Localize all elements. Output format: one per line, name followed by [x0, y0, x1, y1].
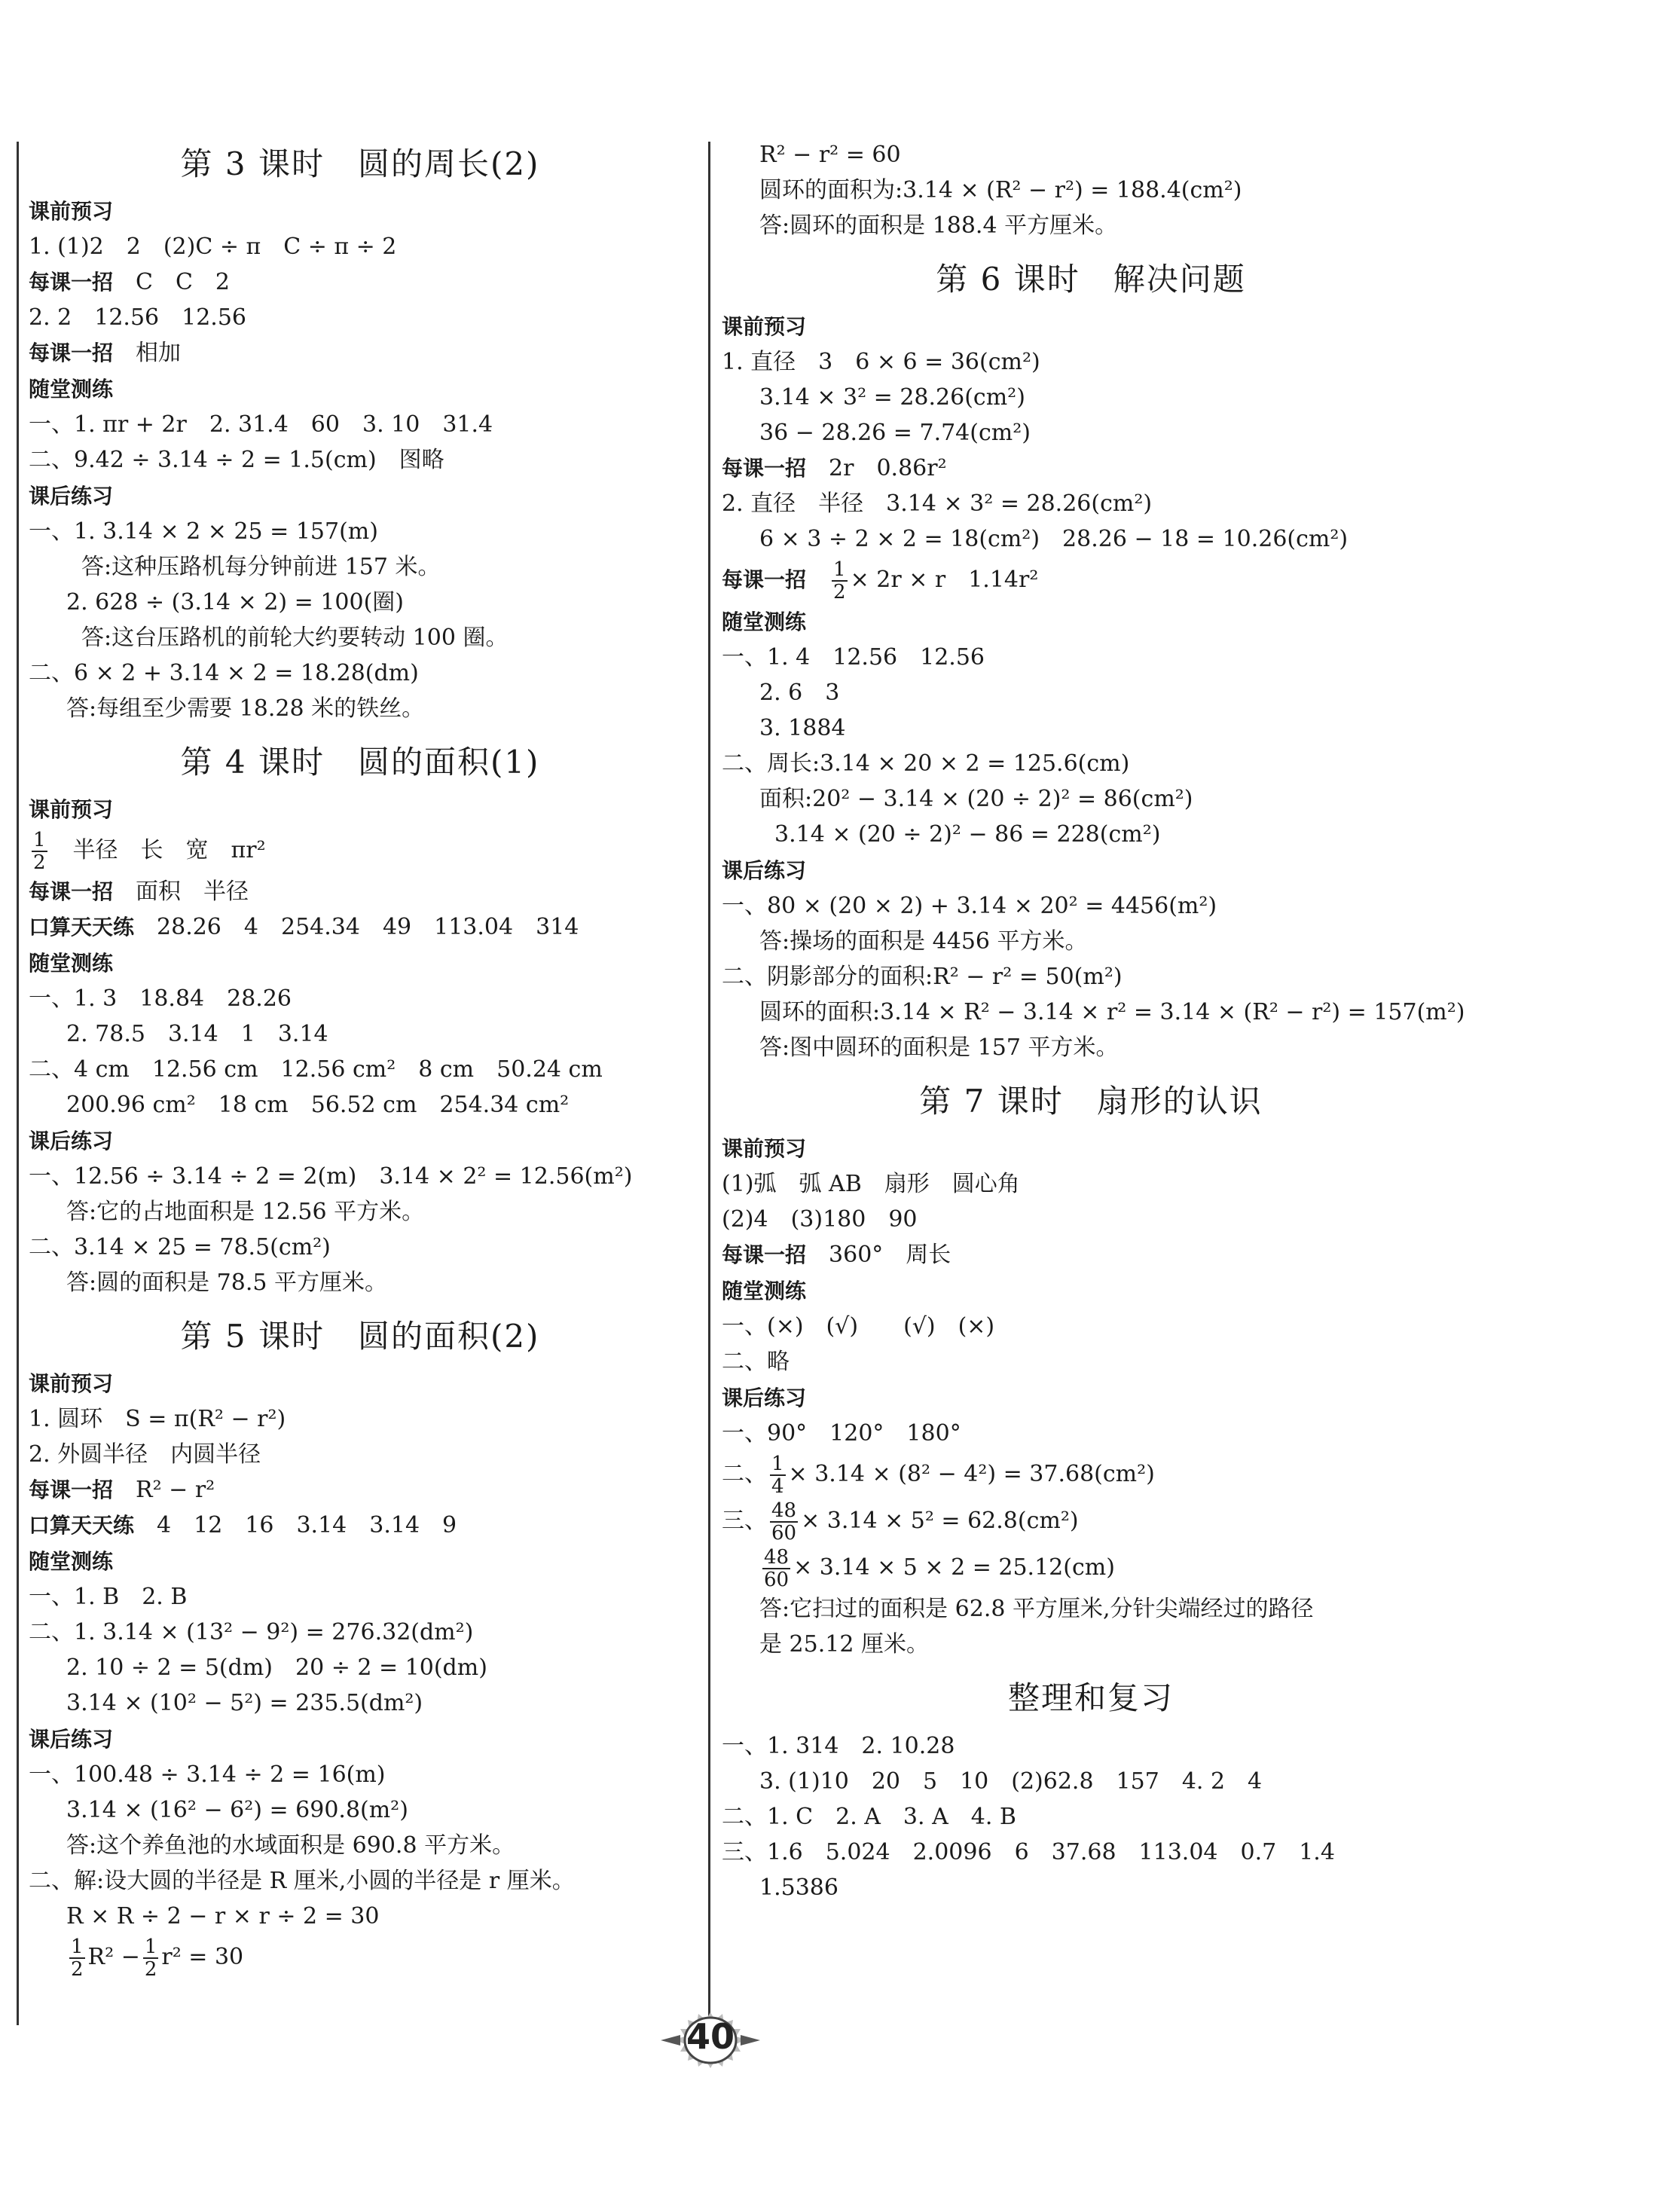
- tip-label: 每课一招: [29, 270, 114, 295]
- answer-line: [722, 1498, 1460, 1545]
- fraction-denominator: 2: [144, 1958, 157, 1981]
- fraction-denominator: 4: [771, 1475, 784, 1498]
- answer-text: × 2r × r 1.14r²: [850, 567, 1039, 593]
- section-homework: 课后练习: [29, 484, 114, 509]
- section-preview: 课前预习: [722, 314, 807, 339]
- section-practice: 随堂测练: [722, 610, 807, 634]
- answer-line: [29, 1934, 692, 1981]
- answer-line: 二、1. C 2. A 3. A 4. B: [722, 1804, 1016, 1830]
- answer-line: 答:圆环的面积是 188.4 平方厘米。: [759, 212, 1118, 239]
- fraction-numerator: 48: [771, 1499, 797, 1522]
- answer-line: 二、解:设大圆的半径是 R 厘米,小圆的半径是 r 厘米。: [29, 1868, 575, 1894]
- answer-text: 二、: [722, 1461, 767, 1487]
- answer-line: 一、1. 3 18.84 28.26: [29, 985, 292, 1012]
- answer-line: 6 × 3 ÷ 2 × 2 = 18(cm²) 28.26 − 18 = 10.26(cm²): [759, 526, 1349, 552]
- answer-line: 圆环的面积:3.14 × R² − 3.14 × r² = 3.14 × (R² − r²) = 157(m²): [759, 999, 1465, 1025]
- answer-line: 3. 1884: [759, 715, 846, 741]
- answer-line: 一、12.56 ÷ 3.14 ÷ 2 = 2(m) 3.14 × 2² = 12.56(m²): [29, 1163, 633, 1190]
- fraction: [832, 559, 848, 603]
- answer-line: 答:这台压路机的前轮大约要转动 100 圈。: [81, 625, 509, 651]
- answer-line: 答:这个养鱼池的水域面积是 690.8 平方米。: [66, 1832, 515, 1859]
- lesson-4-heading: 第 4 课时 圆的面积(1): [180, 744, 540, 781]
- answer-line: 答:圆的面积是 78.5 平方厘米。: [66, 1270, 387, 1296]
- section-preview: 课前预习: [29, 797, 114, 822]
- answer-line: 3.14 × (20 ÷ 2)² − 86 = 228(cm²): [774, 821, 1161, 848]
- answer-line: [722, 1545, 1460, 1591]
- answer-line: 一、1. 314 2. 10.28: [722, 1733, 955, 1759]
- page-number: 40: [686, 2016, 735, 2057]
- answer-line: 一、1. 4 12.56 12.56: [722, 644, 985, 671]
- answer-line: 3.14 × (16² − 6²) = 690.8(m²): [66, 1797, 408, 1823]
- lesson-3-heading: 第 3 课时 圆的周长(2): [180, 145, 540, 182]
- answer-line: (2)4 (3)180 90: [722, 1206, 918, 1233]
- section-homework: 课后练习: [29, 1727, 114, 1752]
- answer-line: [29, 874, 692, 909]
- section-practice: 随堂测练: [29, 1549, 114, 1574]
- answer-line: [29, 264, 692, 300]
- answer-text: × 3.14 × 5 × 2 = 25.12(cm): [793, 1554, 1115, 1581]
- answer-text: C C 2: [113, 269, 231, 295]
- answer-text: R² −: [87, 1944, 140, 1970]
- answer-line: 答:操场的面积是 4456 平方米。: [759, 928, 1088, 955]
- left-margin-rule: [17, 142, 19, 2025]
- tip-label: 每课一招: [722, 567, 807, 592]
- answer-line: (1)弧 弧 AB 扇形 圆心角: [722, 1171, 1020, 1197]
- fraction: [32, 830, 47, 873]
- section-practice: 随堂测练: [29, 377, 114, 402]
- answer-line: 1. (1)2 2 (2)C ÷ π C ÷ π ÷ 2: [29, 234, 397, 260]
- section-preview: 课前预习: [722, 1136, 807, 1161]
- answer-line: 二、1. 3.14 × (13² − 9²) = 276.32(dm²): [29, 1619, 474, 1645]
- answer-text: r² = 30: [161, 1944, 244, 1970]
- fraction-numerator: 1: [71, 1936, 84, 1958]
- answer-text: R² − r²: [113, 1477, 215, 1503]
- mental-math-label: 口算天天练: [29, 1513, 135, 1538]
- review-heading: 整理和复习: [1007, 1679, 1174, 1716]
- lesson-6-heading: 第 6 课时 解决问题: [936, 261, 1246, 298]
- answer-line: 三、1.6 5.024 2.0096 6 37.68 113.04 0.7 1.4: [722, 1839, 1335, 1865]
- answer-text: 三、: [722, 1508, 767, 1534]
- answer-text: × 3.14 × 5² = 62.8(cm²): [801, 1508, 1079, 1534]
- fraction: [69, 1936, 85, 1980]
- answer-line: [29, 1508, 692, 1543]
- section-homework: 课后练习: [29, 1129, 114, 1153]
- left-column: [29, 128, 692, 1981]
- answer-text: 2r 0.86r²: [806, 455, 947, 481]
- tip-label: 每课一招: [722, 456, 807, 481]
- fraction: [143, 1936, 159, 1980]
- fraction: [770, 1453, 786, 1497]
- answer-line: [29, 1472, 692, 1508]
- answer-line: 一、1. B 2. B: [29, 1584, 188, 1610]
- answer-line: 一、80 × (20 × 2) + 3.14 × 20² = 4456(m²): [722, 893, 1217, 919]
- fraction-numerator: 1: [833, 558, 846, 581]
- answer-line: 二、阴影部分的面积:R² − r² = 50(m²): [722, 964, 1123, 990]
- column-divider: [708, 142, 710, 2040]
- answer-line: 圆环的面积为:3.14 × (R² − r²) = 188.4(cm²): [759, 177, 1242, 203]
- answer-line: [722, 557, 1460, 603]
- answer-line: R × R ÷ 2 − r × r ÷ 2 = 30: [66, 1903, 380, 1930]
- lesson-5-heading: 第 5 课时 圆的面积(2): [180, 1318, 540, 1355]
- section-practice: 随堂测练: [29, 951, 114, 976]
- answer-line: 二、4 cm 12.56 cm 12.56 cm² 8 cm 50.24 cm: [29, 1056, 603, 1083]
- answer-line: 一、1. 3.14 × 2 × 25 = 157(m): [29, 518, 378, 545]
- answer-line: 2. 78.5 3.14 1 3.14: [66, 1021, 328, 1047]
- fraction-denominator: 2: [833, 581, 846, 603]
- fraction: [762, 1547, 790, 1590]
- answer-text: 28.26 4 254.34 49 113.04 314: [134, 914, 579, 940]
- answer-line: 答:它扫过的面积是 62.8 平方厘米,分针尖端经过的路径: [759, 1596, 1314, 1622]
- answer-line: [29, 335, 692, 371]
- answer-line: [29, 827, 692, 874]
- answer-text: 360° 周长: [806, 1242, 951, 1268]
- fraction-numerator: 48: [764, 1546, 790, 1569]
- answer-line: 二、9.42 ÷ 3.14 ÷ 2 = 1.5(cm) 图略: [29, 447, 444, 473]
- section-homework: 课后练习: [722, 858, 807, 883]
- answer-line: 1. 圆环 S = π(R² − r²): [29, 1406, 286, 1432]
- lesson-7-heading: 第 7 课时 扇形的认识: [919, 1083, 1263, 1120]
- tip-label: 每课一招: [29, 341, 114, 365]
- answer-line: 36 − 28.26 = 7.74(cm²): [759, 420, 1031, 446]
- answer-line: 1.5386: [759, 1875, 838, 1901]
- answer-line: 一、(×) (√) (√) (×): [722, 1313, 995, 1340]
- section-practice: 随堂测练: [722, 1279, 807, 1303]
- fraction-numerator: 1: [33, 829, 46, 851]
- answer-line: 2. 2 12.56 12.56: [29, 304, 247, 331]
- answer-line: 是 25.12 厘米。: [759, 1631, 929, 1658]
- fraction-denominator: 60: [764, 1569, 790, 1591]
- answer-line: 2. 628 ÷ (3.14 × 2) = 100(圈): [66, 589, 405, 616]
- answer-line: [722, 1451, 1460, 1498]
- answer-line: 2. 6 3: [759, 680, 840, 706]
- answer-text: 半径 长 宽 πr²: [50, 837, 266, 863]
- answer-line: 一、100.48 ÷ 3.14 ÷ 2 = 16(m): [29, 1761, 386, 1788]
- answer-line: 答:每组至少需要 18.28 米的铁丝。: [66, 695, 425, 722]
- answer-line: R² − r² = 60: [759, 142, 901, 168]
- answer-line: 2. 10 ÷ 2 = 5(dm) 20 ÷ 2 = 10(dm): [66, 1655, 487, 1681]
- tip-label: 每课一招: [722, 1242, 807, 1267]
- answer-line: 200.96 cm² 18 cm 56.52 cm 254.34 cm²: [66, 1092, 570, 1118]
- answer-line: 3.14 × 3² = 28.26(cm²): [759, 384, 1025, 411]
- answer-line: 一、1. πr + 2r 2. 31.4 60 3. 10 31.4: [29, 411, 493, 438]
- answer-line: 答:这种压路机每分钟前进 157 米。: [81, 554, 441, 580]
- section-homework: 课后练习: [722, 1386, 807, 1410]
- tip-label: 每课一招: [29, 1477, 114, 1502]
- answer-text: 面积 半径: [113, 878, 249, 905]
- answer-text: 4 12 16 3.14 3.14 9: [134, 1512, 457, 1538]
- answer-line: 2. 外圆半径 内圆半径: [29, 1441, 261, 1468]
- answer-line: 二、6 × 2 + 3.14 × 2 = 18.28(dm): [29, 660, 419, 686]
- answer-line: 答:图中圆环的面积是 157 平方米。: [759, 1034, 1119, 1061]
- answer-line: 1. 直径 3 6 × 6 = 36(cm²): [722, 349, 1040, 375]
- answer-line: 面积:20² − 3.14 × (20 ÷ 2)² = 86(cm²): [759, 786, 1193, 812]
- mental-math-label: 口算天天练: [29, 915, 135, 940]
- fraction-numerator: 1: [144, 1936, 157, 1958]
- answer-line: [722, 1237, 1460, 1273]
- fraction-denominator: 2: [33, 851, 46, 874]
- section-preview: 课前预习: [29, 199, 114, 224]
- tip-label: 每课一招: [29, 879, 114, 904]
- answer-line: [722, 451, 1460, 486]
- right-column: [722, 137, 1465, 1905]
- fraction-denominator: 60: [771, 1522, 797, 1545]
- answer-line: 2. 直径 半径 3.14 × 3² = 28.26(cm²): [722, 490, 1153, 517]
- answer-line: [29, 909, 692, 945]
- answer-line: 二、略: [722, 1349, 790, 1375]
- fraction: [770, 1500, 798, 1544]
- fraction-numerator: 1: [771, 1453, 784, 1475]
- answer-line: 答:它的占地面积是 12.56 平方米。: [66, 1199, 425, 1225]
- answer-line: 3. (1)10 20 5 10 (2)62.8 157 4. 2 4: [759, 1768, 1263, 1795]
- answer-line: 二、3.14 × 25 = 78.5(cm²): [29, 1234, 331, 1260]
- answer-line: 一、90° 120° 180°: [722, 1420, 961, 1447]
- answer-text: 相加: [113, 340, 182, 366]
- answer-line: 3.14 × (10² − 5²) = 235.5(dm²): [66, 1690, 423, 1716]
- fraction-denominator: 2: [71, 1958, 84, 1981]
- answer-line: 二、周长:3.14 × 20 × 2 = 125.6(cm): [722, 750, 1130, 777]
- section-preview: 课前预习: [29, 1371, 114, 1396]
- answer-text: × 3.14 × (8² − 4²) = 37.68(cm²): [788, 1461, 1155, 1487]
